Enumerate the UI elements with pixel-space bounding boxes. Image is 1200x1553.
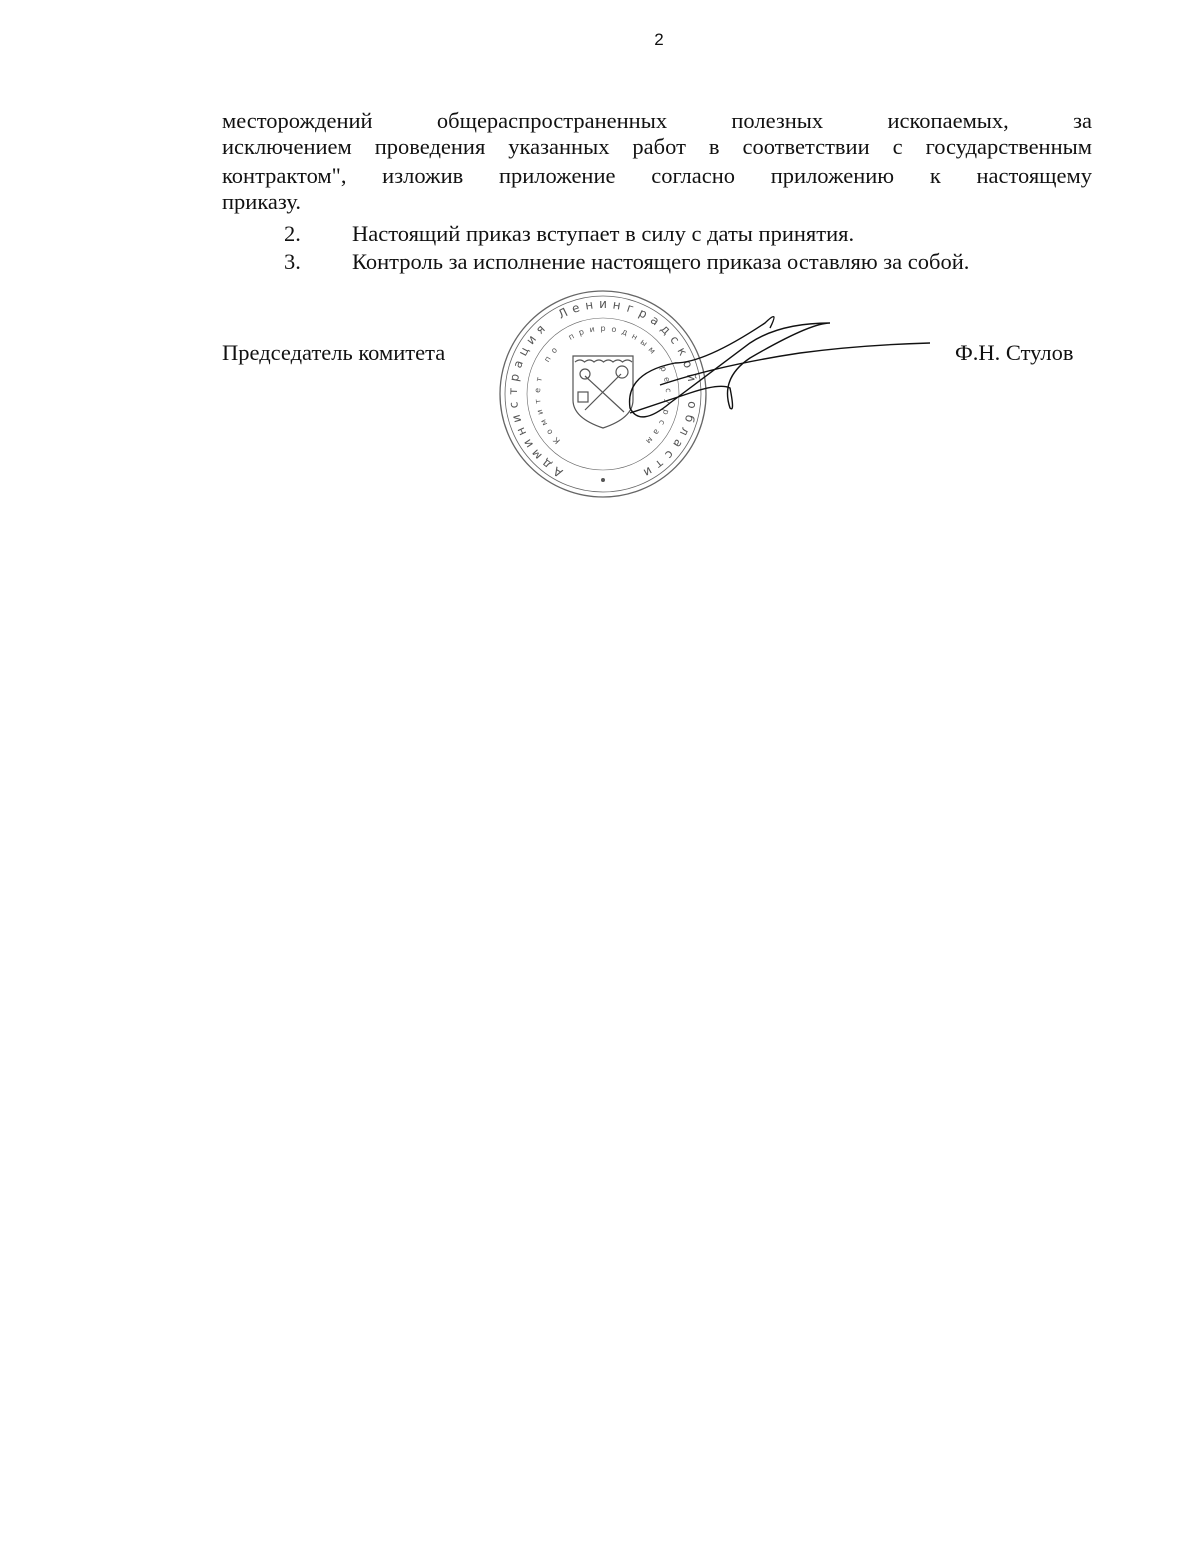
seal-letter: п [542,354,553,364]
seal-letter: о [544,427,555,437]
seal-letter: й [683,372,700,383]
seal-letter: е [661,376,672,383]
seal-letter: м [646,345,658,356]
seal-letter: р [658,364,669,374]
page-number: 2 [654,30,664,49]
seal-letter: т [505,387,521,395]
seal-letter: н [584,297,595,313]
seal-letter: и [641,463,655,480]
seal-letter: с [662,447,677,462]
seal-letter: р [636,305,650,322]
seal-letter: у [663,398,673,405]
item-text: Контроль за исполнение настоящего приказа оставляю за собой. [352,249,970,274]
seal-letter: т [534,376,545,383]
paragraph-line: исключением проведения указанных работ в соответствии с государственным [222,134,1092,159]
seal-letter: а [647,312,663,329]
seal-letter: б [681,413,698,425]
seal-letter: р [600,324,606,333]
seal-letter: а [651,427,662,437]
seal-letter: н [513,425,530,439]
seal-letter: А [550,463,566,481]
seal-letter: о [680,358,696,370]
seal-letter: с [506,400,522,410]
seal-letter: к [674,344,691,358]
seal-letter: м [643,434,655,446]
seal-letter: т [652,456,667,472]
seal-letter: я [532,321,548,337]
seal-letter: ы [638,337,650,349]
seal-letter: д [657,321,674,338]
seal-letter: и [519,436,536,451]
seal-letter: п [566,331,576,342]
item-number: 2. [284,221,301,246]
seal-letter: д [620,327,629,338]
seal-letter: а [670,436,686,451]
seal-letter: м [538,417,550,428]
seal-letter: л [676,425,693,439]
seal-letter: с [657,418,668,427]
seal-letter: о [684,400,700,410]
seal-letter: и [599,297,607,311]
item-number: 3. [284,249,301,274]
seal-letter: д [538,456,555,473]
seal-letter: о [549,345,560,356]
seal-letter: р [506,372,523,383]
seal-letter: Л [555,305,571,322]
seal-letter: с [667,332,683,347]
seal-letter: т [533,398,543,405]
seal-letter: К [551,435,562,446]
paragraph-line: контрактом", изложив приложение согласно приложению к настоящему [222,163,1092,188]
seal-letter: а [510,358,526,370]
item-text: Настоящий приказ вступает в силу с даты принятия. [352,221,855,246]
seal-letter: и [588,324,596,335]
seal-letter: и [508,412,525,425]
signatory-role: Председатель комитета [222,340,446,365]
seal-letter: р [577,327,586,338]
seal-letter: н [630,331,640,342]
seal-letter: м [528,446,545,463]
paragraph-line: месторождений общераспространенных полезных ископаемых, за [222,108,1092,133]
seal-star-icon [601,478,605,482]
signatory-name: Ф.Н. Стулов [955,340,1074,365]
seal-letter: о [610,324,618,335]
seal-letter: г [625,300,636,316]
seal-letter: с [663,387,674,393]
seal-letter: ц [515,344,532,359]
seal-letter: е [570,300,582,317]
handwritten-signature [620,300,940,430]
seal-letter: и [535,408,546,416]
seal-letter: е [532,387,543,394]
seal-letter: н [611,297,622,313]
seal-letter: р [660,408,671,416]
seal-letter: и [523,332,540,348]
paragraph-line: приказу. [222,189,301,214]
